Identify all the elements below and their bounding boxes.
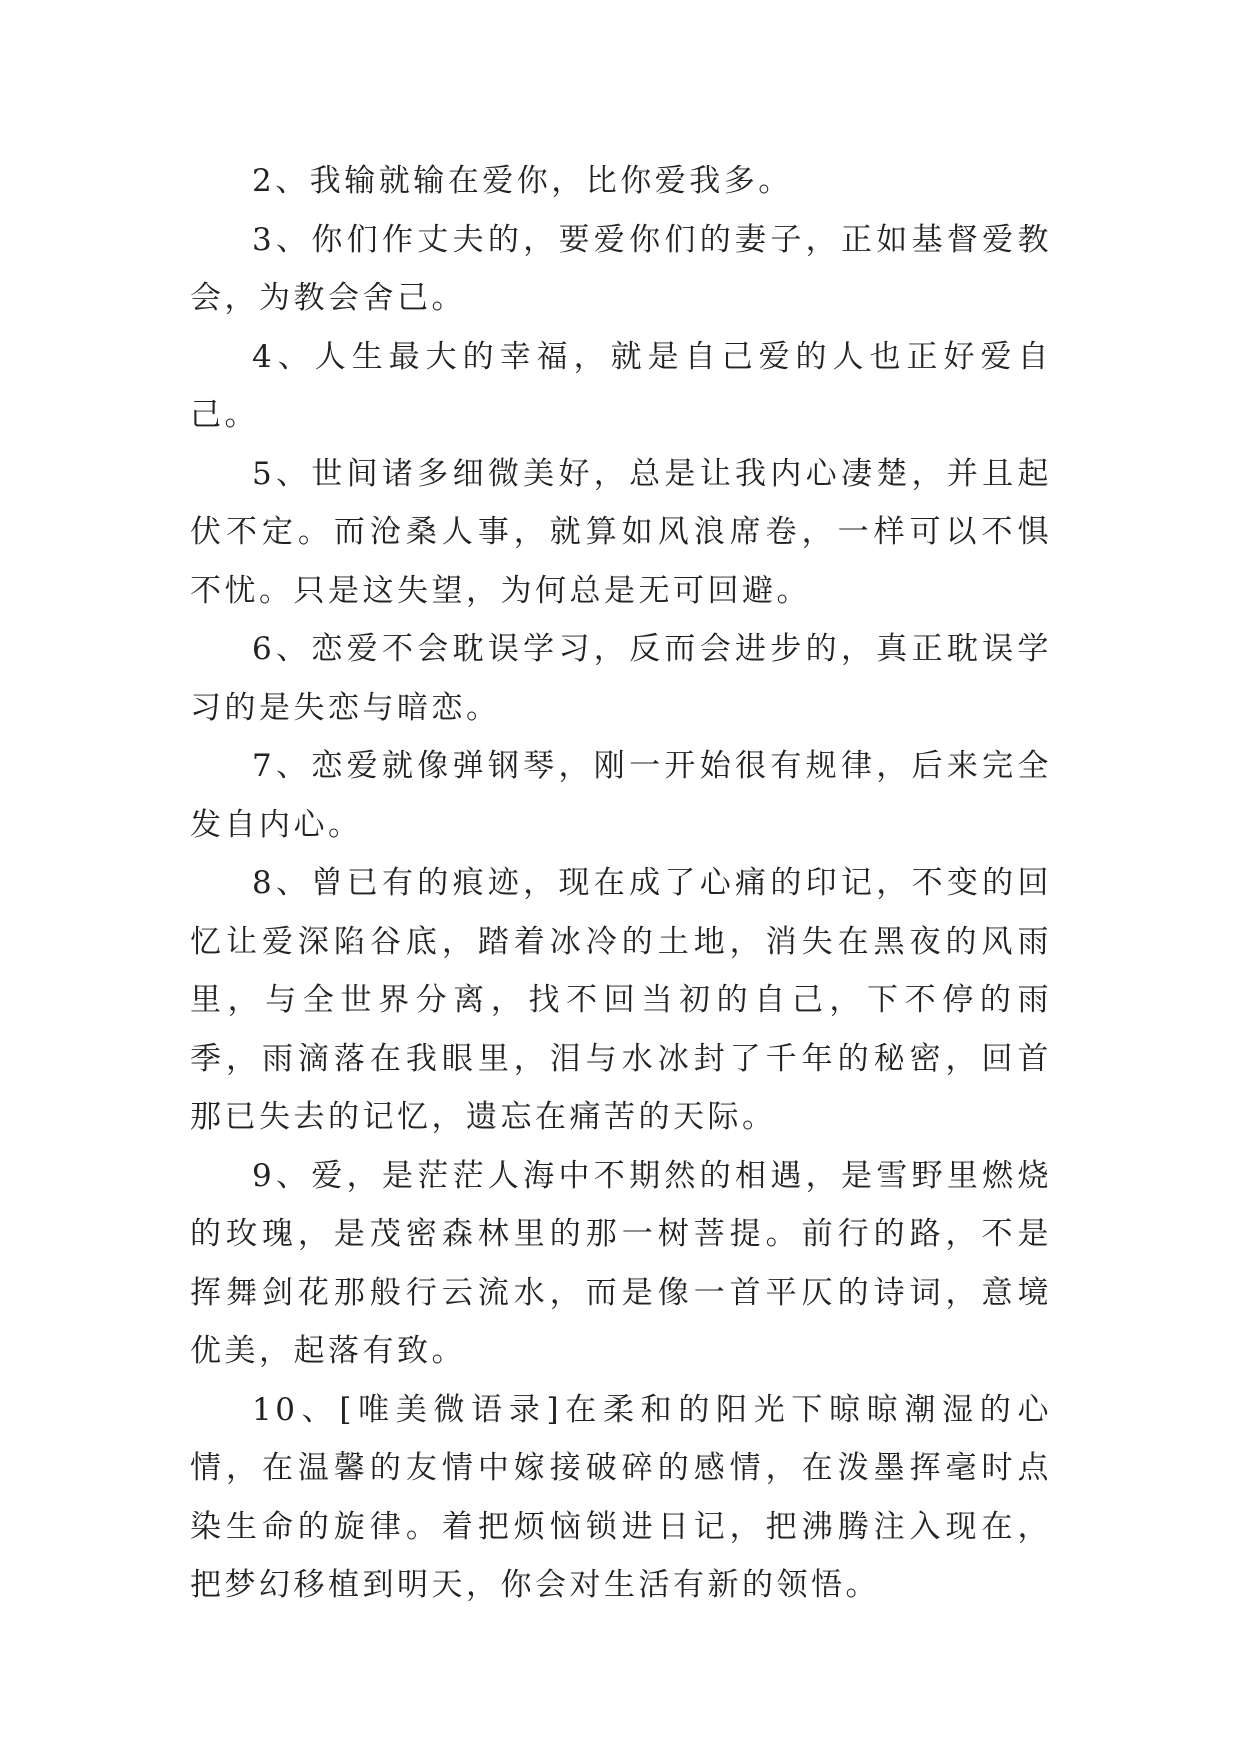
paragraph-9: 9、爱，是茫茫人海中不期然的相遇，是雪野里燃烧的玫瑰，是茂密森林里的那一树菩提。前行的路，不是挥舞剑花那般行云流水，而是像一首平仄的诗词，意境优美，起落有致。 [190,1157,1052,1369]
paragraph-4: 4、人生最大的幸福，就是自己爱的人也正好爱自己。 [190,338,1052,433]
paragraph-7: 7、恋爱就像弹钢琴，刚一开始很有规律，后来完全发自内心。 [190,748,1052,843]
paragraph-10: 10、[唯美微语录]在柔和的阳光下晾晾潮湿的心情，在温馨的友情中嫁接破碎的感情，在泼墨挥毫时点染生命的旋律。着把烦恼锁进日记，把沸腾注入现在，把梦幻移植到明天，你会对生活有新的领悟。 [190,1391,1052,1603]
paragraph-8: 8、曾已有的痕迹，现在成了心痛的印记，不变的回忆让爱深陷谷底，踏着冰冷的土地，消失在黑夜的风雨里，与全世界分离，找不回当初的自己，下不停的雨季，雨滴落在我眼里，泪与水冰封了千年的秘密，回首那已失去的记忆，遗忘在痛苦的天际。 [190,865,1052,1135]
paragraph-2: 2、我输就输在爱你，比你爱我多。 [252,163,793,199]
document-body [190,152,1052,1615]
paragraph-6: 6、恋爱不会耽误学习，反而会进步的，真正耽误学习的是失恋与暗恋。 [190,631,1052,726]
paragraph-5: 5、世间诸多细微美好，总是让我内心凄楚，并且起伏不定。而沧桑人事，就算如风浪席卷，一样可以不惧不忧。只是这失望，为何总是无可回避。 [190,455,1052,609]
paragraph-3: 3、你们作丈夫的，要爱你们的妻子，正如基督爱教会，为教会舍己。 [190,221,1052,316]
